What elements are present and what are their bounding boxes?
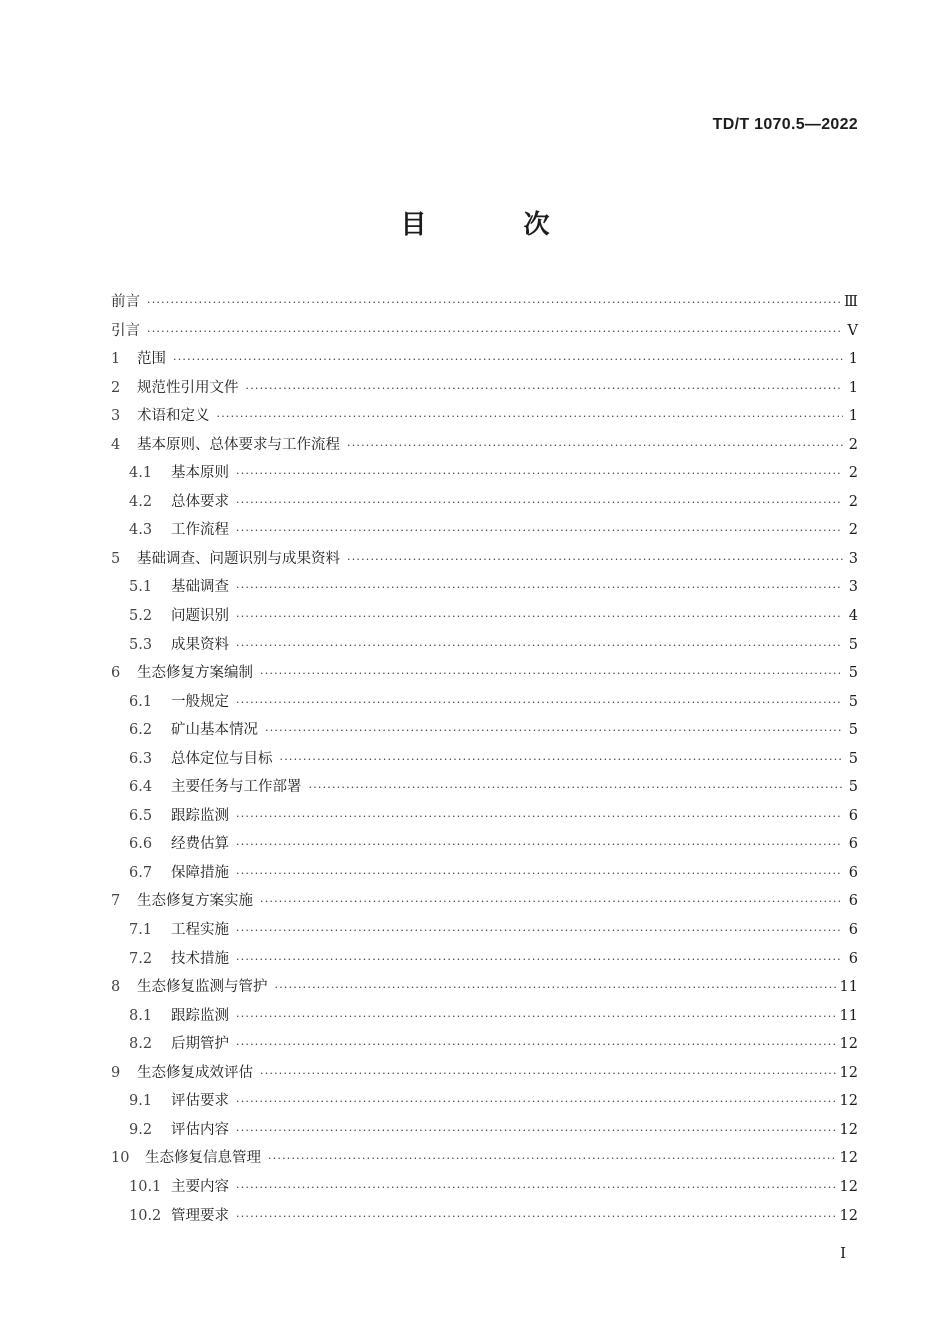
toc-entry[interactable] xyxy=(111,975,858,1004)
toc-entry-label: 跟踪监测 xyxy=(171,807,229,824)
toc-entry-page: 3 xyxy=(848,550,858,567)
toc-entry-label: 矿山基本情况 xyxy=(171,722,258,739)
toc-entry-page: 12 xyxy=(839,1178,858,1195)
toc-entry-page: 4 xyxy=(848,608,858,625)
toc-entry-label: 问题识别 xyxy=(171,608,229,625)
toc-entry[interactable] xyxy=(111,775,858,804)
toc-entry-label: 生态修复方案编制 xyxy=(137,665,253,682)
doc-code: TD/T 1070.5—2022 xyxy=(712,116,858,133)
toc-entry[interactable] xyxy=(111,1175,858,1204)
toc-leader-dots xyxy=(260,667,843,680)
toc-entry-page: 2 xyxy=(848,522,858,539)
toc-entry-label: 生态修复成效评估 xyxy=(137,1064,253,1081)
toc-leader-dots xyxy=(280,753,844,766)
toc-entry-page: 12 xyxy=(839,1093,858,1110)
toc-entry-page: 6 xyxy=(848,836,858,853)
toc-leader-dots xyxy=(217,410,844,423)
toc-entry[interactable] xyxy=(111,1061,858,1090)
toc-entry-label: 技术措施 xyxy=(171,950,229,967)
toc-entry-page: 2 xyxy=(848,493,858,510)
toc-entry-number: 8.2 xyxy=(129,1036,153,1053)
toc-leader-dots xyxy=(236,1010,837,1023)
toc-entry-page: 12 xyxy=(839,1207,858,1224)
toc-entry[interactable] xyxy=(111,804,858,833)
toc-leader-dots xyxy=(236,524,843,537)
toc-entry-number: 5.3 xyxy=(129,636,153,653)
toc-entry-label: 规范性引用文件 xyxy=(137,379,239,396)
toc-entry-label: 术语和定义 xyxy=(137,408,210,425)
toc-entry[interactable] xyxy=(111,832,858,861)
toc-entry-number: 1 xyxy=(111,351,121,368)
toc-entry-label: 管理要求 xyxy=(171,1207,229,1224)
toc-entry-number: 4 xyxy=(111,436,121,453)
toc-entry[interactable] xyxy=(111,1032,858,1061)
toc-entry-page: 6 xyxy=(848,922,858,939)
toc-entry-page: 6 xyxy=(848,893,858,910)
toc-entry-page: 2 xyxy=(848,436,858,453)
toc-entry-page: 1 xyxy=(848,379,858,396)
toc-entry-page: 5 xyxy=(848,722,858,739)
toc-entry-number: 6.7 xyxy=(129,864,153,881)
toc-entry-label: 生态修复监测与管护 xyxy=(137,979,268,996)
toc-entry-number: 6 xyxy=(111,665,121,682)
toc-entry-label: 一般规定 xyxy=(171,693,229,710)
toc-entry[interactable] xyxy=(111,947,858,976)
toc-entry[interactable] xyxy=(111,889,858,918)
toc-entry-page: 5 xyxy=(848,779,858,796)
toc-entry-label: 评估内容 xyxy=(171,1121,229,1138)
toc-entry[interactable] xyxy=(111,1089,858,1118)
toc-leader-dots xyxy=(236,581,843,594)
toc-entry-label: 基本原则 xyxy=(171,465,229,482)
toc-entry[interactable] xyxy=(111,918,858,947)
toc-entry-label: 工作流程 xyxy=(171,522,229,539)
toc-leader-dots xyxy=(236,867,843,880)
toc-entry[interactable] xyxy=(111,319,858,348)
toc-entry-label: 前言 xyxy=(111,294,140,310)
toc-entry[interactable] xyxy=(111,604,858,633)
toc-entry-label: 引言 xyxy=(111,322,140,339)
toc-entry-label: 总体要求 xyxy=(171,493,229,510)
toc-leader-dots xyxy=(236,496,843,509)
toc-entry-page: 5 xyxy=(848,750,858,767)
toc-entry-page: 6 xyxy=(848,807,858,824)
toc-entry[interactable] xyxy=(111,461,858,490)
toc-leader-dots xyxy=(236,838,843,851)
toc-entry[interactable] xyxy=(111,376,858,405)
toc-entry-label: 跟踪监测 xyxy=(171,1007,229,1024)
toc-leader-dots xyxy=(236,953,843,966)
toc-entry-number: 9.1 xyxy=(129,1093,153,1110)
toc-entry-number: 6.1 xyxy=(129,693,153,710)
toc-entry[interactable] xyxy=(111,433,858,462)
toc-leader-dots xyxy=(236,1095,837,1108)
toc-entry[interactable] xyxy=(111,861,858,890)
toc-entry-number: 6.3 xyxy=(129,750,153,767)
toc-entry[interactable] xyxy=(111,404,858,433)
toc-leader-dots xyxy=(173,353,843,366)
toc-leader-dots xyxy=(260,895,843,908)
toc-entry-number: 5.1 xyxy=(129,579,153,596)
toc-entry-number: 4.1 xyxy=(129,465,153,482)
toc-leader-dots xyxy=(268,1152,837,1165)
toc-entry[interactable] xyxy=(111,1146,858,1175)
toc-entry-number: 5 xyxy=(111,550,121,567)
toc-leader-dots xyxy=(347,439,843,452)
toc-entry-number: 9 xyxy=(111,1064,121,1081)
toc-entry-page: 12 xyxy=(839,1150,858,1167)
toc-leader-dots xyxy=(236,1038,837,1051)
toc-entry[interactable] xyxy=(111,661,858,690)
toc-leader-dots xyxy=(236,639,843,652)
table-of-contents xyxy=(111,290,858,1232)
toc-entry[interactable] xyxy=(111,718,858,747)
toc-entry-number: 10 xyxy=(111,1150,130,1167)
toc-entry-number: 2 xyxy=(111,379,121,396)
toc-leader-dots xyxy=(260,1067,837,1080)
toc-entry[interactable] xyxy=(111,547,858,576)
toc-entry-number: 10.1 xyxy=(129,1178,162,1195)
toc-entry-label: 总体定位与目标 xyxy=(171,750,273,767)
toc-entry-number: 6.4 xyxy=(129,779,153,796)
page-number: Ⅰ xyxy=(840,1244,846,1262)
toc-entry-page: 11 xyxy=(839,979,858,996)
toc-entry-label: 基础调查 xyxy=(171,579,229,596)
toc-entry-label: 基本原则、总体要求与工作流程 xyxy=(137,436,340,453)
toc-leader-dots xyxy=(347,553,843,566)
toc-entry-number: 7.1 xyxy=(129,922,153,939)
toc-leader-dots xyxy=(236,1210,837,1223)
toc-leader-dots xyxy=(246,382,844,395)
toc-entry-number: 10.2 xyxy=(129,1207,162,1224)
toc-entry-page: 12 xyxy=(839,1121,858,1138)
toc-leader-dots xyxy=(147,325,843,338)
toc-leader-dots xyxy=(236,810,843,823)
toc-entry-label: 主要内容 xyxy=(171,1178,229,1195)
toc-leader-dots xyxy=(236,1124,837,1137)
toc-entry-page: 2 xyxy=(848,465,858,482)
toc-entry-label: 工程实施 xyxy=(171,922,229,939)
toc-entry-page: 6 xyxy=(848,864,858,881)
toc-entry-label: 成果资料 xyxy=(171,636,229,653)
toc-entry[interactable] xyxy=(111,1204,858,1233)
toc-entry-label: 评估要求 xyxy=(171,1093,229,1110)
toc-entry-number: 8 xyxy=(111,979,121,996)
toc-entry-page: 5 xyxy=(848,665,858,682)
toc-entry-page: 12 xyxy=(839,1064,858,1081)
toc-entry-label: 生态修复信息管理 xyxy=(145,1150,261,1167)
toc-entry-label: 后期管护 xyxy=(171,1036,229,1053)
toc-leader-dots xyxy=(236,924,843,937)
toc-leader-dots xyxy=(265,724,843,737)
toc-entry-page: 11 xyxy=(839,1007,858,1024)
toc-entry[interactable] xyxy=(111,690,858,719)
toc-entry-page: Ⅲ xyxy=(844,294,858,310)
toc-leader-dots xyxy=(236,610,843,623)
toc-entry-page: 1 xyxy=(848,408,858,425)
toc-entry-number: 7 xyxy=(111,893,121,910)
toc-entry-label: 基础调查、问题识别与成果资料 xyxy=(137,550,340,567)
toc-entry-number: 3 xyxy=(111,408,121,425)
toc-entry[interactable] xyxy=(111,1004,858,1033)
toc-entry[interactable] xyxy=(111,490,858,519)
toc-entry-number: 4.2 xyxy=(129,493,153,510)
toc-entry-number: 8.1 xyxy=(129,1007,153,1024)
toc-entry[interactable] xyxy=(111,1118,858,1147)
toc-leader-dots xyxy=(275,981,837,994)
toc-entry-number: 6.5 xyxy=(129,807,153,824)
toc-entry-number: 7.2 xyxy=(129,950,153,967)
toc-entry-label: 主要任务与工作部署 xyxy=(171,779,302,796)
toc-leader-dots xyxy=(236,467,843,480)
toc-entry-page: 3 xyxy=(848,579,858,596)
toc-entry-number: 4.3 xyxy=(129,522,153,539)
toc-entry-number: 9.2 xyxy=(129,1121,153,1138)
toc-entry-number: 5.2 xyxy=(129,608,153,625)
toc-entry[interactable] xyxy=(111,633,858,662)
toc-entry-label: 生态修复方案实施 xyxy=(137,893,253,910)
toc-entry-label: 经费估算 xyxy=(171,836,229,853)
toc-entry[interactable] xyxy=(111,747,858,776)
toc-entry-page: 5 xyxy=(848,693,858,710)
toc-entry-page: 5 xyxy=(848,636,858,653)
toc-entry-label: 保障措施 xyxy=(171,864,229,881)
toc-leader-dots xyxy=(236,1181,837,1194)
toc-leader-dots xyxy=(309,781,844,794)
toc-entry-page: 12 xyxy=(839,1036,858,1053)
toc-entry-page: 1 xyxy=(848,351,858,368)
toc-entry[interactable] xyxy=(111,575,858,604)
toc-entry[interactable] xyxy=(111,290,858,319)
page-title: 目 次 xyxy=(400,210,594,240)
toc-entry[interactable] xyxy=(111,347,858,376)
toc-entry-page: 6 xyxy=(848,950,858,967)
toc-entry-page: Ⅴ xyxy=(847,322,858,339)
toc-entry-label: 范围 xyxy=(137,351,166,368)
toc-leader-dots xyxy=(236,696,843,709)
toc-entry-number: 6.6 xyxy=(129,836,153,853)
toc-entry-number: 6.2 xyxy=(129,722,153,739)
toc-leader-dots xyxy=(147,296,841,309)
toc-entry[interactable] xyxy=(111,518,858,547)
